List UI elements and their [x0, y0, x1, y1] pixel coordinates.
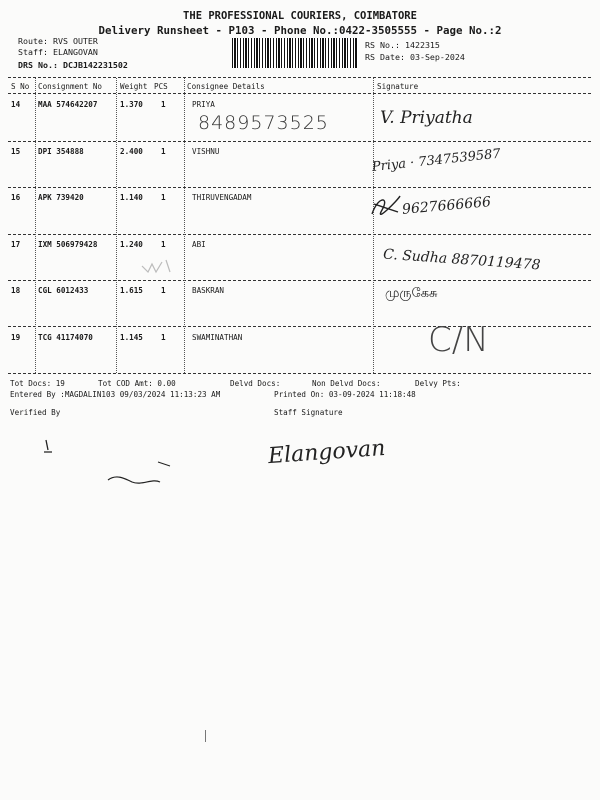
- row-sno: 15: [11, 147, 21, 156]
- verified-signature-scribble: [38, 432, 178, 496]
- row-pcs: 1: [161, 333, 166, 342]
- col-header-consignee: Consignee Details: [187, 82, 265, 91]
- row-weight: 1.370: [120, 100, 143, 109]
- barcode: [232, 38, 358, 68]
- row-consignment: MAA 574642207: [38, 100, 98, 109]
- row-sno: 19: [11, 333, 21, 342]
- row-divider: [8, 234, 591, 235]
- printed-on: Printed On: 03-09-2024 11:18:48: [274, 390, 416, 399]
- rs-number: RS No.: 1422315: [365, 40, 440, 50]
- row-weight: 1.140: [120, 193, 143, 202]
- row-consignee: BASKRAN: [192, 286, 225, 295]
- row-consignment: APK 739420: [38, 193, 84, 202]
- row-consignee: ABI: [192, 240, 206, 249]
- company-name: THE PROFESSIONAL COURIERS, COIMBATORE: [183, 10, 417, 22]
- row-sno: 14: [11, 100, 21, 109]
- non-delivered-docs: Non Delvd Docs:: [312, 379, 381, 388]
- table-top-rule: [8, 77, 591, 78]
- row-sno: 18: [11, 286, 21, 295]
- runsheet-title: Delivery Runsheet - P103 - Phone No.:0422-3505555 - Page No.:2: [98, 24, 502, 37]
- row-weight: 1.145: [120, 333, 143, 342]
- row-divider: [8, 280, 591, 281]
- row-pcs: 1: [161, 147, 166, 156]
- row-signature: C/N: [428, 320, 489, 360]
- col-header-signature: Signature: [377, 82, 419, 91]
- table-bottom-rule: [8, 373, 591, 374]
- row-signature: Priya · 7347539587: [371, 146, 502, 175]
- row-signature: V. Priyatha: [380, 108, 473, 128]
- staff-label: Staff: ELANGOVAN: [18, 47, 98, 57]
- row-consignee: PRIYA: [192, 100, 215, 109]
- faint-mark: [138, 252, 178, 276]
- row-sno: 17: [11, 240, 21, 249]
- scribble-mark: [368, 192, 404, 222]
- row-pcs: 1: [161, 240, 166, 249]
- column-divider: [373, 78, 374, 373]
- handwritten-phone: 8489573525: [198, 112, 329, 134]
- row-consignment: IXM 506979428: [38, 240, 98, 249]
- row-divider: [8, 187, 591, 188]
- row-weight: 1.615: [120, 286, 143, 295]
- staff-signature: Elangovan: [267, 435, 387, 470]
- row-consignee: VISHNU: [192, 147, 220, 156]
- staff-signature-label: Staff Signature: [274, 408, 343, 417]
- row-consignment: TCG 41174070: [38, 333, 93, 342]
- rs-date: RS Date: 03-Sep-2024: [365, 52, 465, 62]
- col-header-pcs: PCS: [154, 82, 168, 91]
- row-weight: 1.240: [120, 240, 143, 249]
- row-consignment: DPI 354888: [38, 147, 84, 156]
- column-divider: [35, 78, 36, 373]
- column-divider: [184, 78, 185, 373]
- row-consignee: SWAMINATHAN: [192, 333, 243, 342]
- row-divider: [8, 141, 591, 142]
- row-divider: [8, 326, 591, 327]
- verified-by-label: Verified By: [10, 408, 61, 417]
- row-signature: C. Sudha 8870119478: [382, 246, 541, 274]
- row-signature: முருகேசு: [385, 286, 438, 301]
- row-pcs: 1: [161, 193, 166, 202]
- col-header-weight: Weight: [120, 82, 148, 91]
- column-divider: [116, 78, 117, 373]
- row-sno: 16: [11, 193, 21, 202]
- delivery-points: Delvy Pts:: [415, 379, 461, 388]
- entered-by: Entered By :MAGDALIN103 09/03/2024 11:13:23 AM: [10, 390, 221, 399]
- tot-cod-amount: Tot COD Amt: 0.00: [98, 379, 176, 388]
- row-signature: 9627666666: [401, 194, 492, 218]
- row-consignee: THIRUVENGADAM: [192, 193, 252, 202]
- row-pcs: 1: [161, 286, 166, 295]
- row-weight: 2.400: [120, 147, 143, 156]
- route-label: Route: RVS OUTER: [18, 36, 98, 46]
- row-pcs: 1: [161, 100, 166, 109]
- tot-docs: Tot Docs: 19: [10, 379, 65, 388]
- stray-mark: [205, 730, 206, 742]
- header-rule: [8, 93, 591, 94]
- drs-number: DRS No.: DCJB142231502: [18, 60, 128, 70]
- col-header-sno: S No: [11, 82, 30, 91]
- row-consignment: CGL 6012433: [38, 286, 89, 295]
- delivered-docs: Delvd Docs:: [230, 379, 281, 388]
- col-header-consignment: Consignment No: [38, 82, 103, 91]
